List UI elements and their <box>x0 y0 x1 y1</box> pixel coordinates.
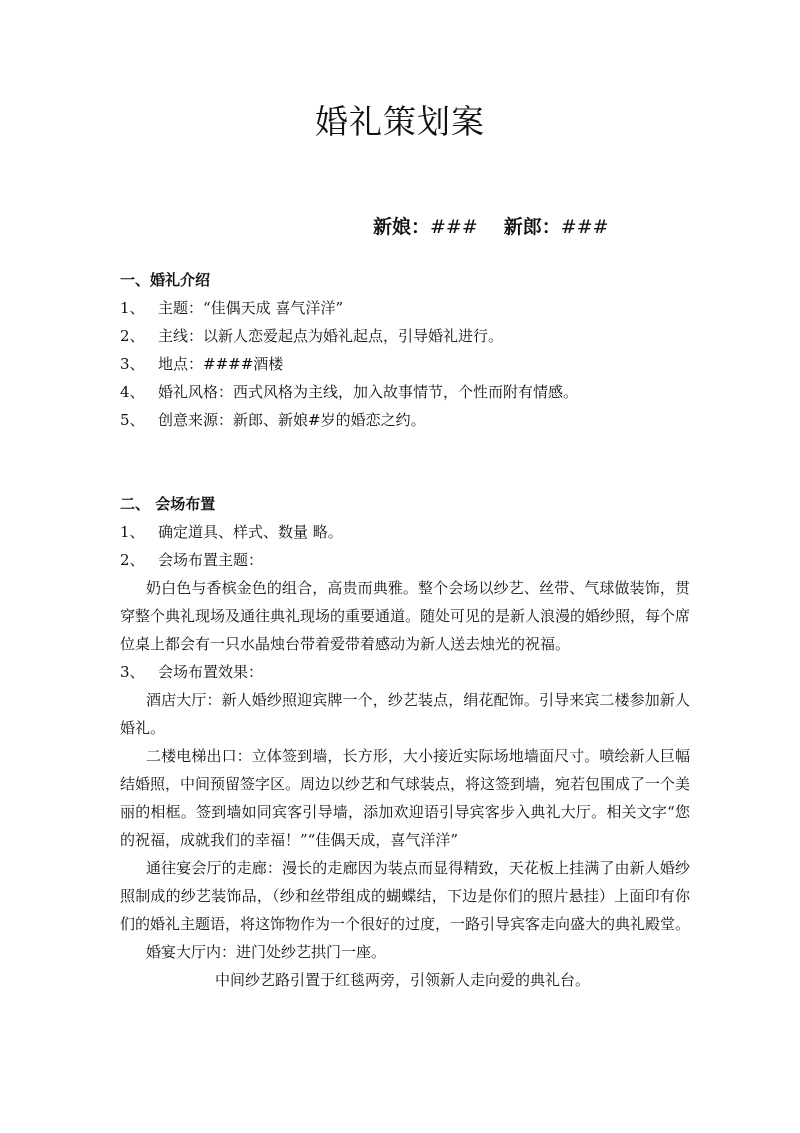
list-item-text: 确定道具、样式、数量 略。 <box>158 523 343 541</box>
list-item-text: 创意来源：新郎、新娘#岁的婚恋之约。 <box>158 411 426 429</box>
list-item-number: 3、 <box>120 355 145 373</box>
list-item-text: 会场布置主题： <box>158 551 264 569</box>
list-item-number: 3、 <box>120 663 145 681</box>
couple-line <box>373 212 609 239</box>
list-item <box>120 378 690 406</box>
groom-label: 新郎： <box>503 216 561 238</box>
document-title: 婚礼策划案 <box>315 102 485 141</box>
list-item-number: 5、 <box>120 411 145 429</box>
theme-paragraph: 奶白色与香槟金色的组合，高贵而典雅。整个会场以纱艺、丝带、气球做装饰，贯穿整个典礼现场及通往典礼现场的重要通道。随处可见的是新人浪漫的婚纱照，每个席位桌上都会有一只水晶烛台带着爱带着感动为新人送去烛光的祝福。 <box>120 579 691 653</box>
list-item <box>120 546 690 574</box>
banquet-hall-paragraph: 婚宴大厅内：进门处纱艺拱门一座。 <box>146 943 387 961</box>
groom-value: ### <box>560 216 609 238</box>
list-item <box>120 658 690 686</box>
list-item-text: 婚礼风格：西式风格为主线，加入故事情节，个性而附有情感。 <box>158 383 579 401</box>
section2-heading: 二、 会场布置 <box>120 495 216 513</box>
list-item-text: 主题：“佳偶天成 喜气洋洋” <box>158 299 344 317</box>
list-item-number: 1、 <box>120 523 145 541</box>
list-item <box>120 322 690 350</box>
list-item <box>120 406 690 434</box>
hotel-lobby-paragraph: 酒店大厅：新人婚纱照迎宾牌一个，纱艺装点，绢花配饰。引导来宾二楼参加新人婚礼。 <box>120 691 690 737</box>
document-body <box>120 266 690 994</box>
list-item <box>120 350 690 378</box>
section1-heading: 一、婚礼介绍 <box>120 271 211 289</box>
list-item <box>120 294 690 322</box>
list-item-text: 会场布置效果： <box>158 663 264 681</box>
bride-value: ### <box>430 216 478 238</box>
list-item-number: 4、 <box>120 383 145 401</box>
corridor-paragraph: 通往宴会厅的走廊：漫长的走廊因为装点而显得精致，天花板上挂满了由新人婚纱照制成的纱艺装饰品，（纱和丝带组成的蝴蝶结，下边是你们的照片悬挂）上面印有你们的婚礼主题语，将这饰物作为一个很好的过度，一路引导宾客走向盛大的典礼殿堂。 <box>120 859 691 933</box>
elevator-exit-paragraph: 二楼电梯出口：立体签到墙，长方形，大小接近实际场地墙面尺寸。喷绘新人巨幅结婚照，中间预留签字区。周边以纱艺和气球装点，将这签到墙，宛若包围成了一个美丽的相框。签到墙如同宾客引导墙，添加欢迎语引导宾客步入典礼大厅。相关文字“您的祝福，成就我们的幸福！”“佳偶天成，喜气洋洋” <box>120 747 691 849</box>
bride-label: 新娘： <box>373 216 431 238</box>
list-item <box>120 518 690 546</box>
list-item-number: 1、 <box>120 299 145 317</box>
list-item-text: 主线：以新人恋爱起点为婚礼起点，引导婚礼进行。 <box>158 327 504 345</box>
aisle-paragraph: 中间纱艺路引置于红毯两旁，引领新人走向爱的典礼台。 <box>215 971 591 989</box>
list-item-text: 地点：####酒楼 <box>158 355 284 373</box>
list-item-number: 2、 <box>120 551 145 569</box>
list-item-number: 2、 <box>120 327 145 345</box>
